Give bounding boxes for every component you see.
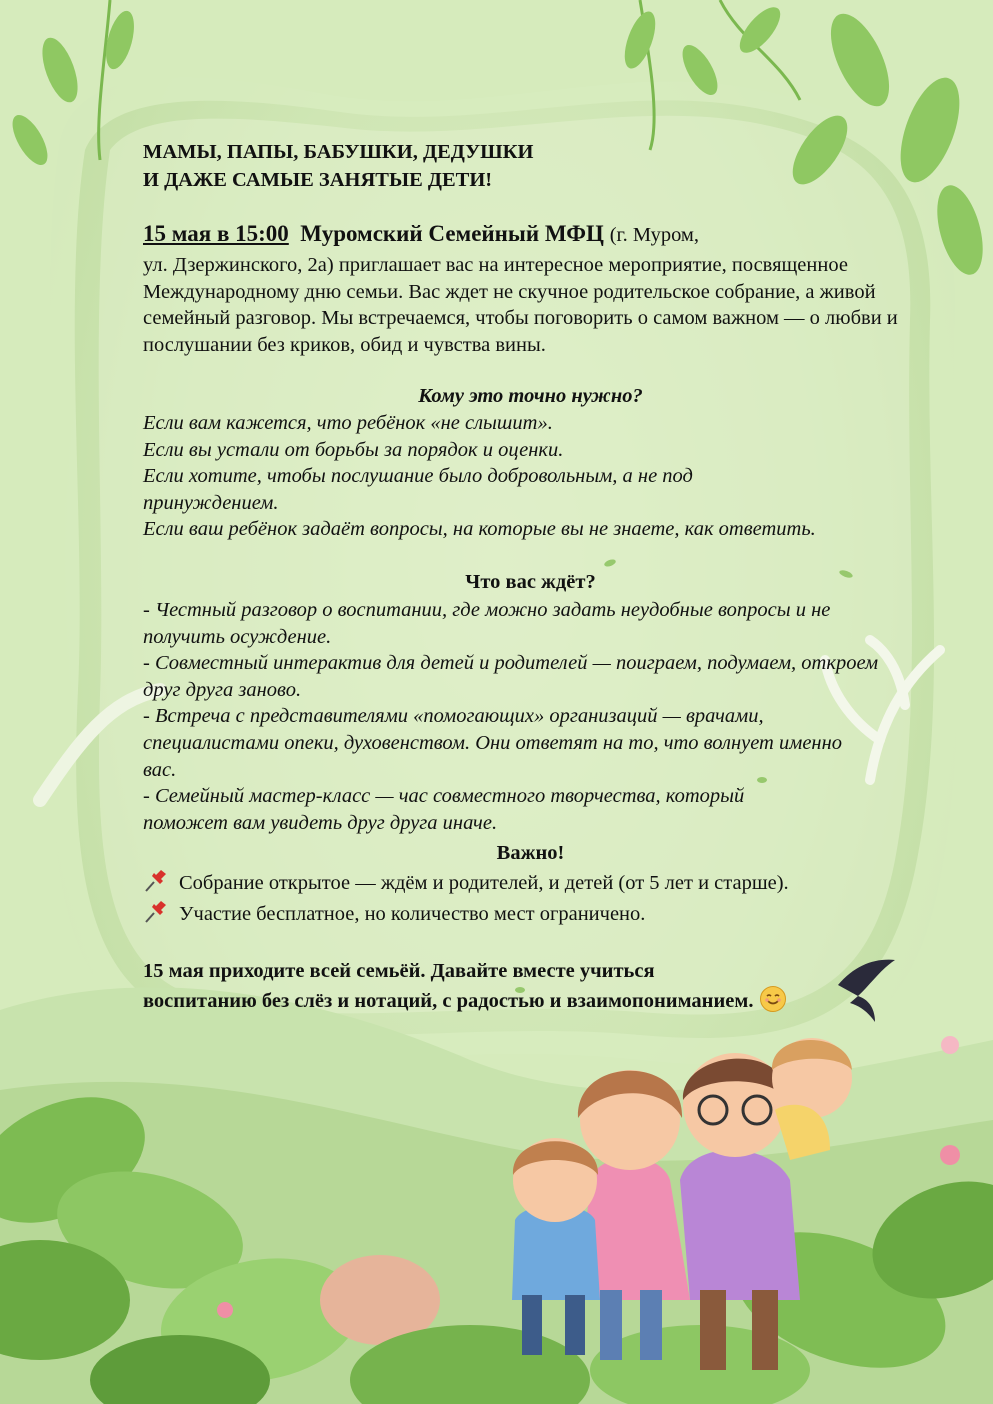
important-item-text: Собрание открытое — ждём и родителей, и детей (от 5 лет и старше). [179, 872, 789, 894]
important-item-1 [143, 870, 789, 895]
expect-section-title: Что вас ждёт? [465, 571, 596, 593]
closing-line-1: 15 мая приходите всей семьёй. Давайте вместе учиться [143, 960, 655, 982]
important-section-title: Важно! [496, 842, 565, 864]
list-item: Если хотите, чтобы послушание было добровольным, а не под принуждением. [143, 465, 693, 514]
important-item-2 [143, 901, 645, 926]
event-date-line [143, 220, 699, 249]
closing-line-2: воспитанию без слёз и нотаций, с радостью и взаимопониманием. [143, 990, 754, 1012]
who-list [143, 410, 918, 543]
intro-paragraph: ул. Дзержинского, 2а) приглашает вас на интересное мероприятие, посвященное Международному дню семьи. Вас ждет не скучное родительское собрание, а живой семейный разговор. Мы встречаемся, чтобы поговорить о самом важном — о любви и послушании без криков, обид и чувства вины. [143, 254, 898, 356]
list-item: Если ваш ребёнок задаёт вопросы, на которые вы не знаете, как ответить. [143, 518, 816, 541]
headline-line-2: И ДАЖЕ САМЫЕ ЗАНЯТЫЕ ДЕТИ! [143, 169, 493, 191]
list-item: Если вы устали от борьбы за порядок и оценки. [143, 438, 564, 461]
address-start: (г. Муром, [609, 224, 700, 246]
pushpin-icon [143, 870, 169, 892]
important-item-text: Участие бесплатное, но количество мест ограничено. [179, 903, 646, 925]
list-item: - Семейный мастер-класс — час совместного творчества, который поможет вам увидеть друг друга иначе. [143, 785, 745, 834]
expect-list [143, 597, 918, 836]
who-section-title: Кому это точно нужно? [418, 385, 643, 407]
organization-name: Муромский Семейный МФЦ [300, 221, 604, 246]
closing-text [143, 957, 786, 1016]
event-date-time: 15 мая в 15:00 [143, 221, 289, 246]
pushpin-icon [143, 901, 169, 923]
headline-line-1: МАМЫ, ПАПЫ, БАБУШКИ, ДЕДУШКИ [143, 141, 534, 163]
list-item: - Честный разговор о воспитании, где можно задать неудобные вопросы и не получить осуждение. [143, 599, 831, 648]
smiling-face-icon [760, 986, 786, 1012]
headline [143, 138, 533, 194]
list-item: - Совместный интерактив для детей и родителей — поиграем, подумаем, откроем друг друга заново. [143, 652, 879, 701]
list-item: - Встреча с представителями «помогающих» организаций — врачами, специалистами опеки, духовенством. Они ответят на то, что волнует именно вас. [143, 705, 843, 781]
list-item: Если вам кажется, что ребёнок «не слышит». [143, 412, 553, 434]
